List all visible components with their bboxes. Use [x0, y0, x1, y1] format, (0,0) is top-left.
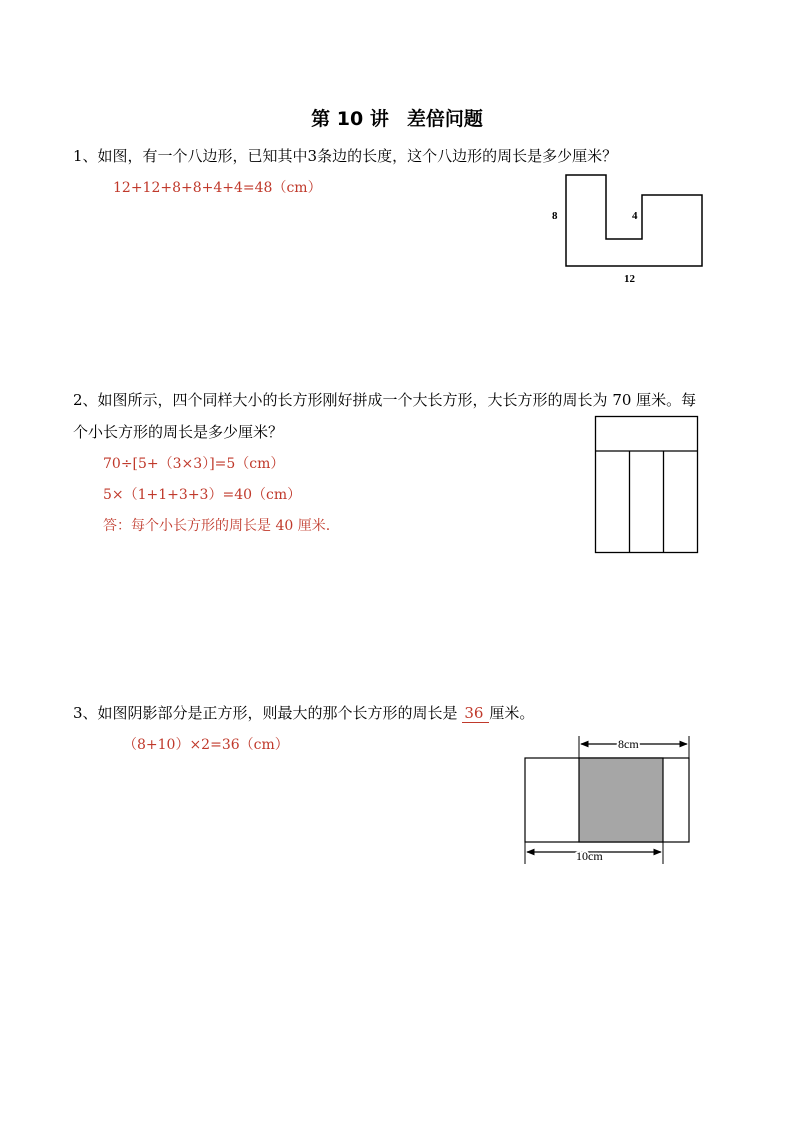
shaded-square: [579, 758, 663, 842]
bottom-dimension-label: 10cm: [576, 849, 603, 863]
octagon-inner-label: 4: [632, 210, 638, 222]
q2-answer-suffix: 厘米.: [293, 518, 331, 534]
q2-answer-prefix: 答：每个小长方形的周长是: [103, 518, 276, 534]
q2-rectangles-figure: [594, 415, 700, 557]
q2-question-line2: 个小长方形的周长是多少厘米？: [73, 423, 284, 441]
q1-answer: 12+12+8+8+4+4=48（cm）: [113, 180, 322, 196]
octagon-bottom-label: 12: [624, 273, 635, 285]
q2-answer-line3: [103, 515, 330, 535]
q3-rectangle-figure: [518, 730, 698, 870]
q3-question: [73, 702, 534, 723]
q3-question-prefix: 3、如图阴影部分是正方形，则最大的那个长方形的周长是: [73, 704, 463, 722]
page-title: [0, 104, 794, 131]
q2-answer-line1: 70÷[5+（3×3）]=5（cm）: [103, 456, 285, 472]
q2-question-line1: 2、如图所示，四个同样大小的长方形刚好拼成一个大长方形，大长方形的周长为 70 厘米。每: [73, 391, 697, 409]
q3-answer: （8+10）×2=36（cm）: [123, 737, 289, 753]
q2-answer-value: 40: [275, 518, 294, 534]
q1-question: 1、如图，有一个八边形，已知其中3条边的长度，这个八边形的周长是多少厘米？: [73, 147, 618, 165]
octagon-left-label: 8: [552, 210, 558, 222]
q1-octagon-figure: [540, 165, 720, 290]
big-rectangle: [596, 417, 698, 553]
lesson-topic: 差倍问题: [406, 108, 483, 130]
lesson-number: 第 10 讲: [311, 108, 389, 130]
q3-question-suffix: 厘米。: [489, 704, 535, 722]
top-dimension-label: 8cm: [618, 737, 639, 751]
q2-answer-line2: 5×（1+1+3+3）=40（cm）: [103, 487, 302, 503]
q3-answer-blank: 36: [462, 704, 489, 723]
